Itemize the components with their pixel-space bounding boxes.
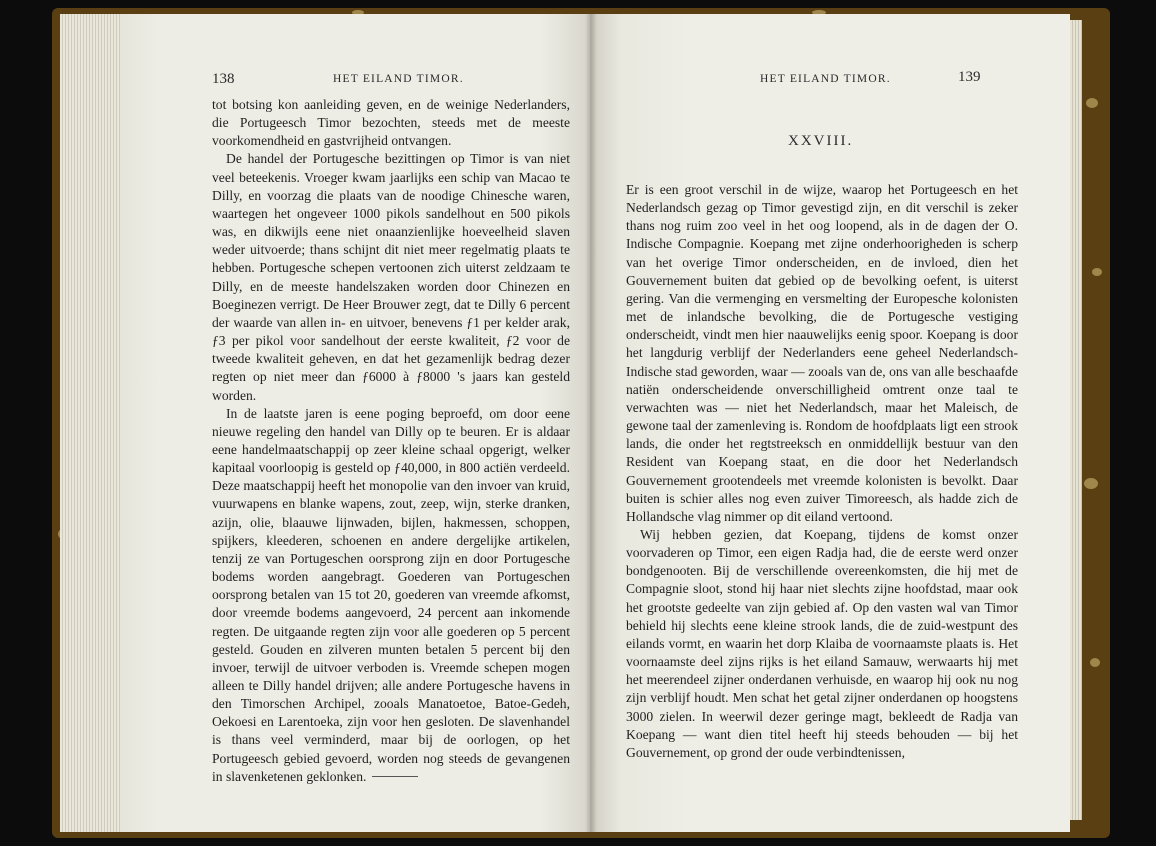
left-page-number: 138 xyxy=(212,71,235,87)
chapter-title: XXVIII. xyxy=(788,133,854,149)
left-paragraph: In de laatste jaren is eene poging beproefd, om door eene nieuwe regeling den handel van Dilly op te beuren. Er is aldaar eene handelmaatschappij op zeer kleine schaal opgerigt, welker kapitaal voorloopig is gesteld op ƒ40,000, in 800 actiën verdeeld. Deze maatschappij heeft het monopolie van den invoer van kruid, vuurwapens en blanke wapens, zout, zeep, wijn, sterke dranken, azijn, olie, blaauwe lijnwaden, bijlen, hakmessen, schoppen, spijkers, kleederen, schoenen en andere dergelijke artikelen, tenzij ze van Portugeschen oorsprong zijn en door Portugesche bodems worden aangebragt. Goederen van Portugeschen oorsprong betalen van 15 tot 20, goederen van vreemde afkomst, door vreemde bodems aangevoerd, 24 percent aan inkomende regten. De uitgaande regten zijn voor alle goederen op 5 percent gesteld. Gouden en zilveren munten betalen 5 percent bij den invoer, terwijl de uitvoer verboden is. Vreemde schepen mogen alleen te Dilly handel drijven; alle andere Portugesche havens in den Timorschen Archipel, zooals Manatoetoe, Batoe-Gedeh, Oekoesi en Larentoeka, zijn voor hen gesloten. De slavenhandel is thans veel verminderd, maar bij de oorlogen, op het Portugeesch gebied gevoerd, worden nog steeds de gevangenen in slavenketenen geklonken. xyxy=(212,405,570,784)
book-gutter xyxy=(585,14,597,832)
end-rule xyxy=(372,776,418,777)
left-paragraph: De handel der Portugesche bezittingen op Timor is van niet veel beteekenis. Vroeger kwam jaarlijks een schip van Macao te Dilly, en voorzag die plaats van de noodige Chinesche waren, waartegen het ongeveer 1000 pikols sandelhout en 500 pikols was, en dikwijls eene niet onaanzienlijke hoeveelheid slaven weder uitvoerde; thans schijnt dit niet meer regelmatig plaats te hebben. Portugesche schepen vertoonen zich uiterst zeldzaam te Dilly, en de meeste handelszaken worden door Chinezen en Boeginezen verrigt. De Heer Brouwer zegt, dat te Dilly 6 percent der waarde van allen in- en uitvoer, benevens ƒ1 per kelder arak, ƒ3 per pikol voor sandelhout der eerste kwaliteit, ƒ2 voor de tweede kwaliteit geheven, en dat het gezamenlijk bedrag dezer regten op niet meer dan ƒ6000 à ƒ8000 's jaars kan gesteld worden. xyxy=(212,151,570,403)
right-paragraph: Wij hebben gezien, dat Koepang, tijdens de komst onzer voorvaderen op Timor, een eigen Radja had, die de eerste werd onzer bondgenooten. Bij de verschillende overeenkomsten, die hij met de Compagnie sloot, stond hij haar niet slechts zijne hoofdstad, maar ook het grootste gedeelte van zijn gebied af. Op den vasten wal van Timor behield hij slechts eene kleine strook lands, die de zuid-westpunt des eilands vormt, en waarin het dorp Klaiba de voornaamste plaats is. Het voornaamste deel zijns rijks is het eiland Samauw, werwaarts hij met het meerendeel zijner onderdanen verhuisde, en waarop hij ook nu nog zijn verblijf houdt. Men schat het getal zijner onderdanen op hoogstens 3000 zielen. In weerwil dezer geringe magt, bekleedt de Radja van Koepang — want dien titel heeft hij steeds behouden — bij het Gouvernement, op grond der oude verbindtenissen, xyxy=(626,526,1018,760)
left-page-body xyxy=(212,96,570,786)
right-running-head: HET EILAND TIMOR. xyxy=(760,73,891,85)
left-paragraph: tot botsing kon aanleiding geven, en de weinige Nederlanders, die Portugeesch Timor bezochten, steeds met de meeste voorkomendheid en gastvrijheid ontvangen. xyxy=(212,97,570,149)
left-running-head: HET EILAND TIMOR. xyxy=(333,73,464,85)
right-page-body xyxy=(626,181,1018,762)
right-page-number: 139 xyxy=(958,69,981,85)
right-paragraph: Er is een groot verschil in de wijze, waarop het Portugeesch en het Nederlandsch gezag op Timor gevestigd zijn, en dit verschil is zeker thans nog ruim zoo veel in het oog loopend, als in de dagen der O. Indische Compagnie. Koepang met zijne onderhoorigheden is scherp van het overige Timor onderscheiden, en de invloed, dien het Gouvernement buiten dat gebied op de bevolking oefent, is uiterst gering. Van die vermenging en versmelting der Europesche kolonisten met de inlandsche bevolking, die de Portugesche vestiging onderscheidt, vindt men hier naauwelijks eenig spoor. Koepang is door het langdurig verblijf der Nederlanders eene geheel Nederlandsch-Indische stad geworden, waar — zooals van de, ons van alle beschaafde natiën onderscheidende onverschilligheid omtrent onze taal te verwachten was — niet het Nederlandsch, maar het Maleisch, de gewone taal der zamenleving is. Rondom de hoofdplaats ligt een strook lands, die onder het regtstreeksch en onmiddellijk bestuur van den Resident van Koepang staat, en die door het Nederlandsch Gouvernement grootendeels met vreemde kolonisten is bevolkt. Daar buiten is schier alles nog even zuiver Timoreesch, als hadde zich de Hollandsche vlag nimmer op dit eiland vertoond. xyxy=(626,182,1018,524)
